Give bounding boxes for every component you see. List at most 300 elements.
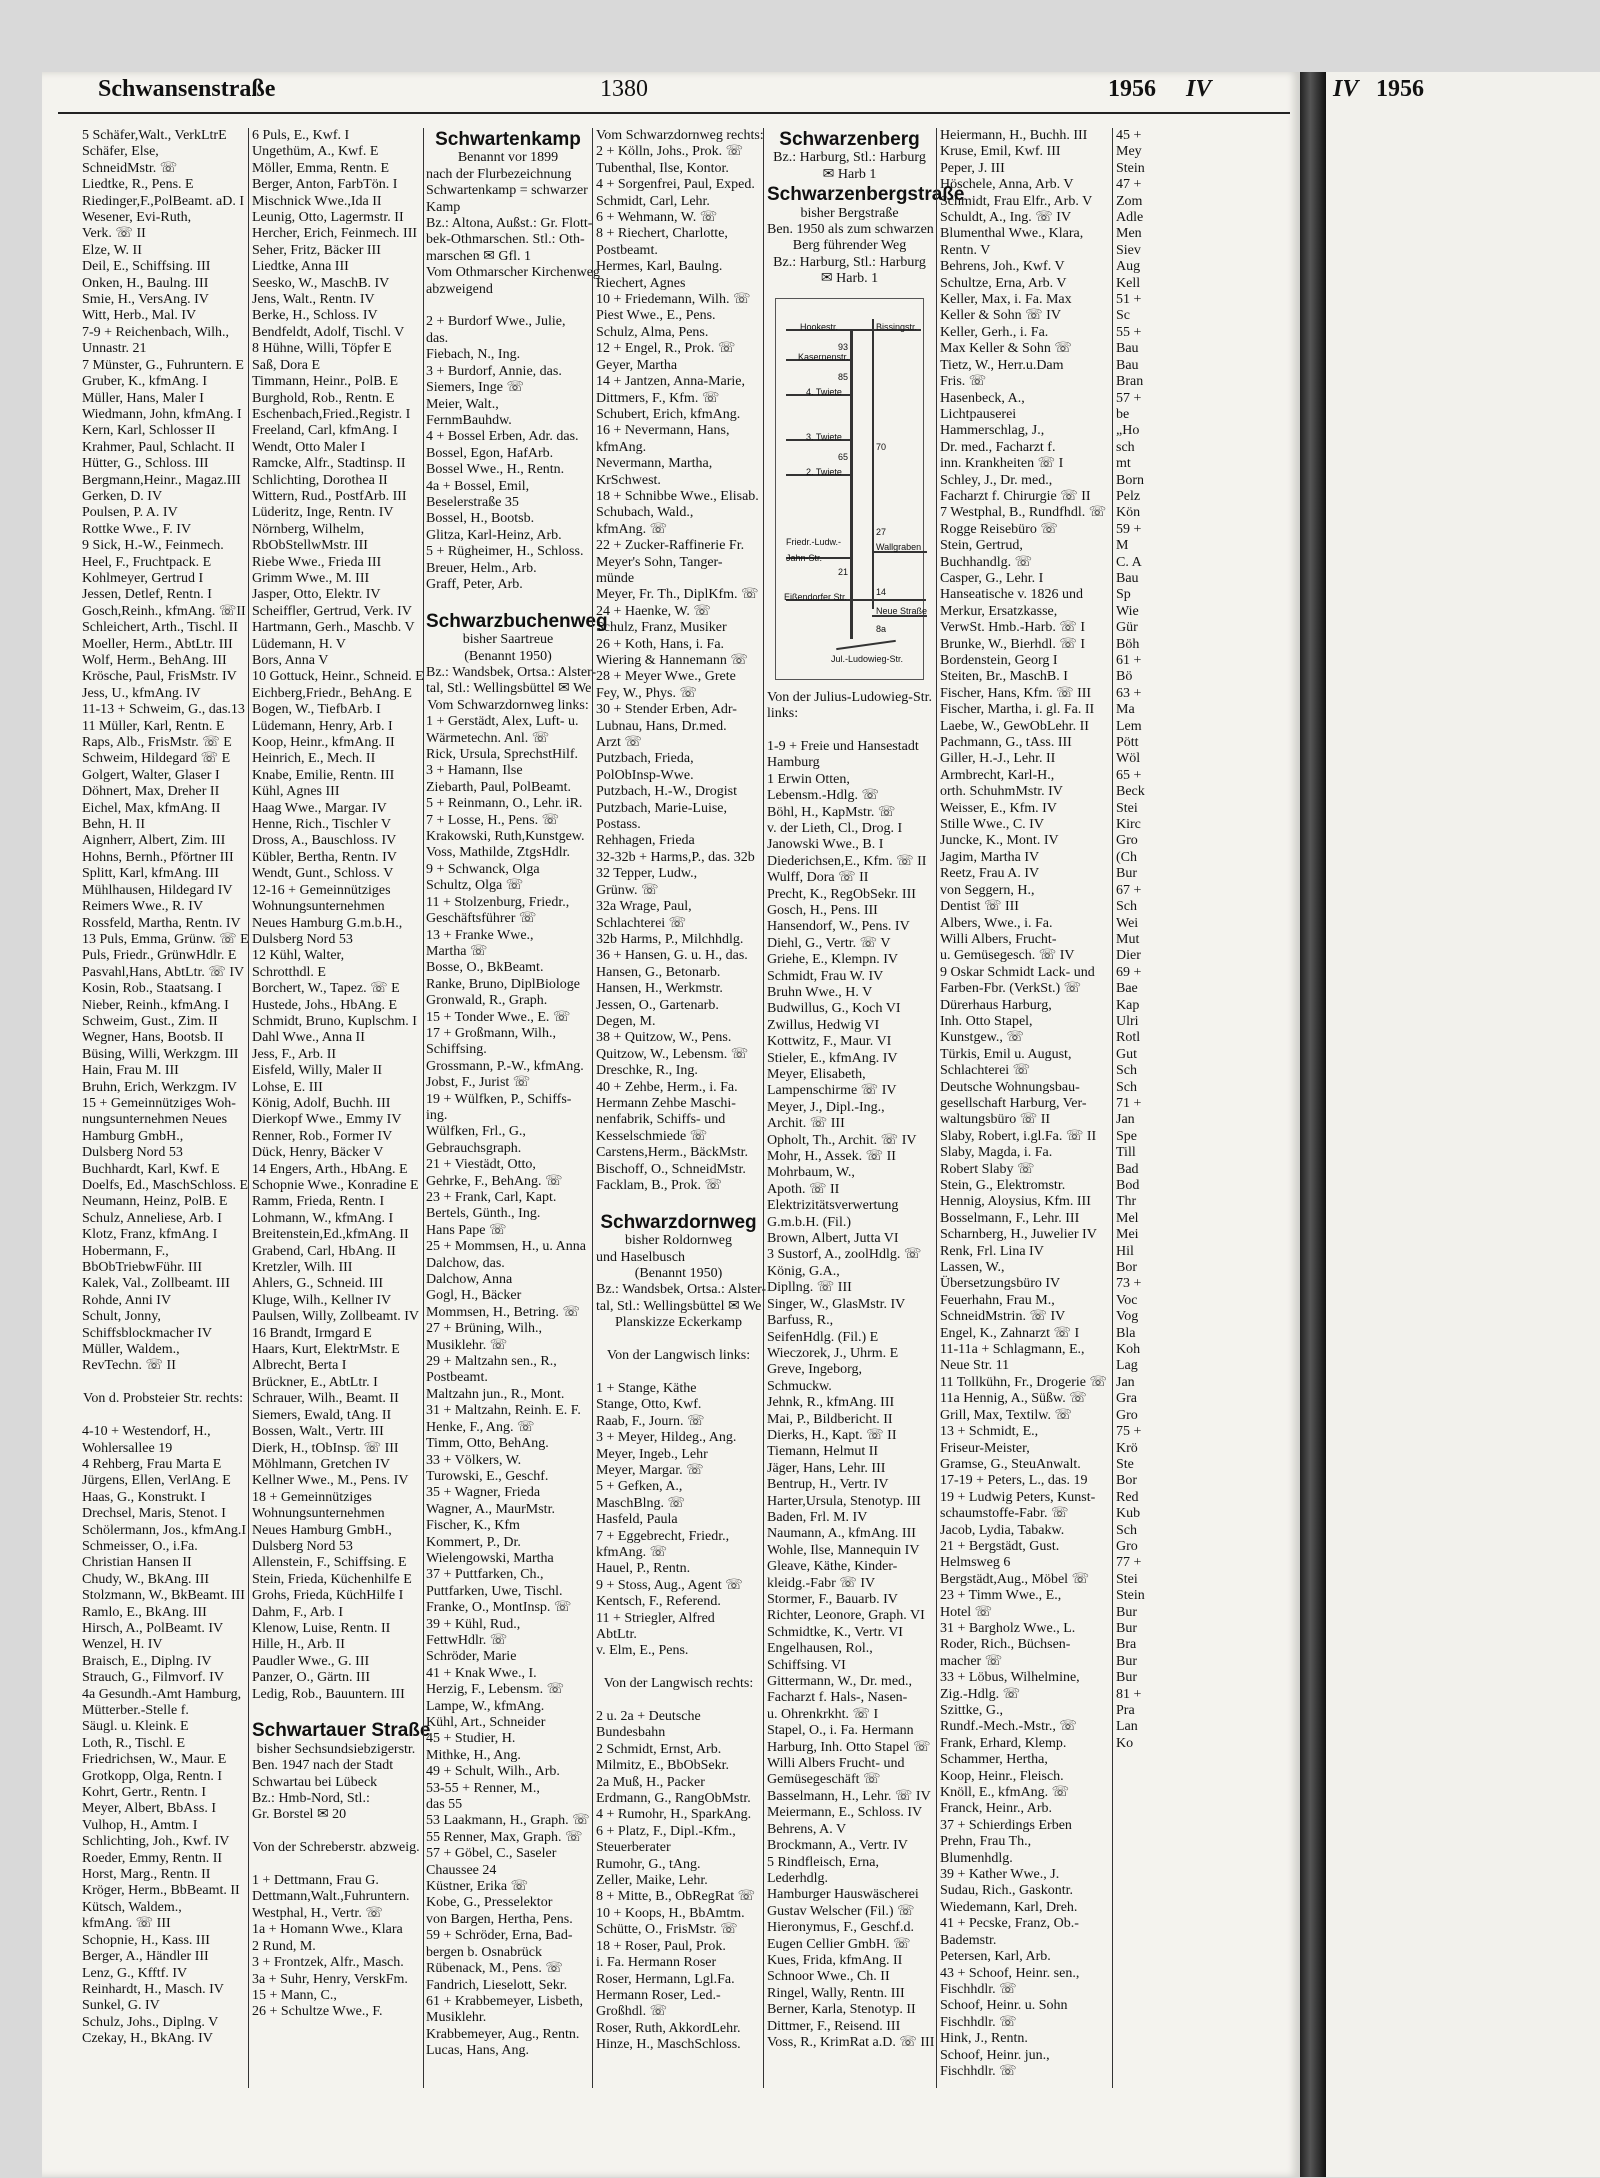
- directory-entry: Bergstädt,Aug., Möbel ☏: [940, 1571, 1090, 1587]
- directory-entry: Gra: [1116, 1391, 1137, 1407]
- directory-entry: Berger, Anton, FarbTön. I: [252, 177, 398, 193]
- directory-entry: Wolf, Herm., BehAng. III: [82, 653, 227, 668]
- directory-entry: Breitenstein,Ed.,kfmAng. II: [252, 1227, 409, 1243]
- street-note: Planskizze Eckerkamp: [614, 1315, 743, 1331]
- directory-entry: Postass.: [596, 817, 641, 833]
- directory-entry: Onken, H., Baulng. III: [82, 275, 209, 291]
- directory-entry: Nörnberg, Wilhelm,: [252, 521, 365, 537]
- directory-entry: 41 + Pecske, Franz, Ob.-: [940, 1916, 1079, 1932]
- street-title: Schwarzbuchenweg: [426, 610, 608, 632]
- directory-entry: Stormer, F., Bauarb. IV: [767, 1592, 898, 1607]
- directory-entry: Schmidtke, K., Vertr. VI: [767, 1624, 903, 1640]
- directory-entry: Mommsen, H., Betring. ☏: [426, 1304, 580, 1320]
- directory-entry: Sunkel, G. IV: [82, 1998, 160, 2014]
- directory-entry: Hansendorf, W., Pens. IV: [767, 919, 910, 935]
- directory-entry: Feuerhahn, Frau M.,: [940, 1292, 1055, 1308]
- directory-entry: Bosselmann, F., Lehr. III: [940, 1210, 1080, 1226]
- directory-entry: Haars, Kurt, ElektrMstr. E: [252, 1342, 400, 1358]
- directory-entry: Gustav Welscher (Fil.) ☏: [767, 1903, 915, 1919]
- directory-entry: Hil: [1116, 1243, 1134, 1259]
- directory-entry: 1 + Dettmann, Frau G.: [252, 1873, 379, 1889]
- directory-entry: M: [1116, 538, 1129, 554]
- column-separator: [423, 128, 424, 2088]
- directory-entry: Meyer, Ingeb., Lehr: [596, 1446, 708, 1462]
- directory-entry: 14 + Jantzen, Anna-Marie,: [596, 374, 746, 390]
- directory-entry: Naumann, A., kfmAng. III: [767, 1526, 916, 1542]
- directory-entry: Sp: [1116, 587, 1131, 603]
- map-label: 4. Twiete: [806, 386, 842, 397]
- directory-entry: Splitt, Karl, kfmAng. III: [82, 866, 219, 882]
- directory-entry: Säugl. u. Kleink. E: [82, 1719, 189, 1735]
- column-separator: [763, 128, 764, 2088]
- directory-entry: Höschele, Anna, Arb. V: [940, 177, 1074, 193]
- directory-entry: Inh. Otto Stapel,: [940, 1013, 1033, 1029]
- directory-entry: Quitzow, W., Lebensm. ☏: [596, 1046, 749, 1062]
- directory-entry: Rick, Ursula, SprechstHilf.: [426, 747, 579, 763]
- directory-entry: Wärmetechn. Anl. ☏: [426, 730, 550, 746]
- directory-entry: Chaussee 24: [426, 1862, 497, 1878]
- directory-entry: Dulsberg Nord 53: [252, 931, 353, 947]
- map-number: 65: [838, 451, 849, 462]
- directory-entry: Puttfarken, Uwe, Tischl.: [426, 1583, 563, 1599]
- directory-entry: Fischhdlr. ☏: [940, 2063, 1017, 2079]
- directory-entry: 3a + Suhr, Henry, VerskFm.: [252, 1971, 408, 1987]
- directory-entry: 32-32b + Harms,P., das. 32b: [596, 849, 755, 865]
- directory-entry: Poulsen, P. A. IV: [82, 505, 178, 521]
- directory-entry: Schröder, Marie: [426, 1649, 517, 1665]
- directory-entry: Milmitz, E., BbObSekr.: [596, 1758, 729, 1774]
- directory-entry: links:: [767, 706, 799, 722]
- directory-entry: Bau: [1116, 341, 1139, 357]
- directory-entry: Kottwitz, F., Maur. VI: [767, 1034, 892, 1050]
- directory-entry: Rentn. V: [940, 242, 991, 258]
- directory-entry: Fischhdlr. ☏: [940, 1981, 1017, 1997]
- directory-entry: Schammer, Hertha,: [940, 1752, 1048, 1768]
- directory-entry: Hercher, Erich, Feinmech. III: [252, 226, 418, 242]
- directory-entry: Dalchow, Anna: [426, 1272, 513, 1288]
- street-header: Schwansenstraße: [98, 76, 276, 102]
- directory-entry: Blumenhdlg.: [940, 1850, 1013, 1866]
- directory-entry: 10 + Friedemann, Wilh. ☏: [596, 292, 751, 308]
- directory-entry: Ben. 1947 nach der Stadt: [252, 1758, 394, 1774]
- directory-entry: Franck, Heinr., Arb.: [940, 1801, 1052, 1817]
- directory-entry: 59 +: [1116, 521, 1142, 537]
- directory-entry: 55 Renner, Max, Graph. ☏: [426, 1829, 583, 1845]
- directory-entry: Hieronymus, F., Geschf.d.: [767, 1920, 915, 1936]
- directory-entry: Lassen, W.,: [940, 1260, 1005, 1276]
- directory-entry: Hermes, Karl, Baulng.: [596, 259, 723, 275]
- directory-entry: Krö: [1116, 1440, 1138, 1456]
- directory-entry: Stapel, O., i. Fa. Hermann: [767, 1723, 914, 1739]
- directory-entry: Schubert, Erich, kfmAng.: [596, 406, 741, 422]
- directory-entry: Keller, Gerh., i. Fa.: [940, 324, 1049, 340]
- directory-entry: Mei: [1116, 1227, 1139, 1243]
- directory-entry: Burghold, Rob., Rentn. E: [252, 390, 395, 406]
- directory-entry: Hansen, H., Werkmstr.: [596, 981, 723, 997]
- directory-entry: Eugen Cellier GmbH. ☏: [767, 1936, 911, 1952]
- directory-entry: Lucas, Hans, Ang.: [426, 2043, 530, 2059]
- directory-entry: Schoof, Heinr. jun.,: [940, 2047, 1050, 2063]
- map-road: [850, 329, 853, 639]
- directory-entry: Sudau, Rich., Gaskontr.: [940, 1883, 1073, 1899]
- directory-entry: Diehl, G., Vertr. ☏ V: [767, 935, 891, 951]
- directory-entry: Riechert, Agnes: [596, 275, 686, 291]
- directory-entry: Gro: [1116, 1407, 1138, 1423]
- directory-entry: Ahlers, G., Schneid. III: [252, 1276, 384, 1292]
- directory-entry: Bordenstein, Georg I: [940, 653, 1058, 668]
- directory-entry: Hamburg: [767, 755, 820, 771]
- directory-entry: Lampenschirme ☏ IV: [767, 1083, 897, 1099]
- street-note: Von der Schreberstr. abzweig.: [252, 1840, 420, 1856]
- directory-entry: Gro: [1116, 1538, 1138, 1554]
- directory-entry: Diederichsen,E., Kfm. ☏ II: [767, 853, 927, 869]
- directory-entry: 10 + Koops, H., BbAmtm.: [596, 1905, 745, 1921]
- directory-entry: Piest Wwe., E., Pens.: [596, 308, 716, 324]
- directory-entry: Fischer, K., Kfm: [426, 1518, 520, 1534]
- directory-entry: Ledig, Rob., Bauuntern. III: [252, 1686, 405, 1702]
- map-label: Friedr.-Ludw.-Jahn-Str.: [786, 536, 842, 564]
- directory-entry: 32b Harms, P., Milchhdlg.: [596, 931, 744, 947]
- directory-entry: 7-9 + Reichenbach, Wilh.,: [82, 324, 230, 340]
- directory-entry: Dier: [1116, 948, 1141, 964]
- directory-entry: Schnoor Wwe., Ch. II: [767, 1969, 890, 1985]
- directory-entry: Musiklehr. ☏: [426, 1337, 508, 1353]
- directory-entry: u. Gemüsegesch. ☏ IV: [940, 948, 1075, 964]
- directory-entry: 57 + Göbel, C., Saseler: [426, 1846, 557, 1862]
- directory-entry: Bz.: Hmb-Nord, Stl.:: [252, 1791, 370, 1807]
- directory-entry: Gittermann, W., Dr. med.,: [767, 1674, 913, 1690]
- directory-entry: 5 + Reinmann, O., Lehr. iR.: [426, 796, 583, 812]
- directory-entry: 9 Sick, H.-W., Feinmech.: [82, 538, 224, 554]
- directory-entry: Lederhdlg.: [767, 1870, 829, 1886]
- directory-entry: 40 + Zehbe, Herm., i. Fa.: [596, 1079, 738, 1095]
- directory-entry: 36 + Hansen, G. u. H., das.: [596, 948, 748, 964]
- directory-entry: [596, 1364, 761, 1380]
- directory-entry: Tiemann, Helmut II: [767, 1444, 879, 1460]
- directory-entry: Mey: [1116, 144, 1142, 160]
- directory-entry: Ko: [1116, 1735, 1134, 1751]
- directory-entry: 55 +: [1116, 324, 1142, 340]
- directory-entry: 51 +: [1116, 292, 1142, 308]
- directory-entry: bek-Othmarschen. Stl.: Oth-: [426, 232, 585, 248]
- directory-entry: Dierks, H., Kapt. ☏ II: [767, 1427, 897, 1443]
- directory-entry: kfmAng. ☏ III: [82, 1916, 171, 1932]
- directory-entry: münde: [596, 570, 635, 586]
- directory-entry: Möller, Emma, Rentn. E: [252, 160, 390, 176]
- directory-entry: 33 + Löbus, Wilhelmine,: [940, 1670, 1080, 1686]
- directory-entry: Jessen, Detlef, Rentn. I: [82, 587, 212, 603]
- directory-entry: Bö: [1116, 669, 1133, 685]
- directory-entry: Schiffsing.: [426, 1042, 487, 1058]
- directory-entry: BbObTriebwFühr. III: [82, 1260, 203, 1276]
- map-label: Hookestr.: [800, 321, 839, 332]
- directory-entry: 7 Münster, G., Fuhruntern. E: [82, 357, 244, 373]
- directory-entry: Bogen, W., TiefbArb. I: [252, 702, 381, 718]
- directory-entry: Spe: [1116, 1128, 1137, 1144]
- directory-entry: Schmidt, Frau Elfr., Arb. V: [940, 193, 1093, 209]
- directory-entry: Pelz: [1116, 488, 1141, 504]
- directory-entry: Neues Hamburg G.m.b.H.,: [252, 915, 403, 931]
- directory-entry: Berger, A., Händler III: [82, 1949, 209, 1965]
- directory-entry: Behn, H. II: [82, 817, 145, 833]
- directory-entry: Schmidt, Carl, Lehr.: [596, 193, 710, 209]
- directory-entry: Casper, G., Lehr. I: [940, 570, 1044, 586]
- directory-entry: Rotl: [1116, 1030, 1141, 1046]
- directory-entry: Stange, Otto, Kwf.: [596, 1397, 702, 1413]
- directory-entry: 45 + Studier, H.: [426, 1731, 516, 1747]
- column-3: [426, 128, 608, 2178]
- directory-entry: Kön: [1116, 505, 1141, 521]
- directory-entry: 13 + Schmidt, E.,: [940, 1424, 1039, 1440]
- directory-entry: Degen, M.: [596, 1013, 656, 1029]
- directory-entry: Wieczorek, J., Uhrm. E: [767, 1345, 899, 1361]
- directory-entry: Dalchow, das.: [426, 1255, 505, 1271]
- directory-entry: [82, 1375, 244, 1391]
- directory-entry: Buchhandlg. ☏: [940, 554, 1033, 570]
- directory-entry: 5 Rindfleisch, Erna,: [767, 1854, 879, 1870]
- directory-entry: Kröger, Herm., BbBeamt. II: [82, 1883, 240, 1899]
- directory-entry: Mut: [1116, 931, 1140, 947]
- directory-entry: 49 + Schult, Wilh., Arb.: [426, 1764, 560, 1780]
- directory-entry: Opholt, Th., Archit. ☏ IV: [767, 1132, 917, 1148]
- directory-entry: Böhl, H., KapMstr. ☏: [767, 804, 896, 820]
- directory-entry: Fandrich, Lieselott, Sekr.: [426, 1977, 568, 1993]
- directory-entry: 31 + Maltzahn, Reinh. E. F.: [426, 1403, 581, 1419]
- directory-entry: Ziebarth, Paul, PolBeamt.: [426, 779, 572, 795]
- directory-entry: Bau: [1116, 357, 1139, 373]
- directory-entry: Vog: [1116, 1309, 1139, 1325]
- directory-entry: Dahm, F., Arb. I: [252, 1604, 344, 1620]
- directory-entry: 30 + Stender Erben, Adr-: [596, 702, 737, 718]
- directory-entry: Wulff, Dora ☏ II: [767, 870, 869, 886]
- directory-entry: Heel, F., Fruchtpack. E: [82, 554, 212, 570]
- directory-entry: Kühl, Agnes III: [252, 784, 340, 800]
- directory-entry: 33 + Völkers, W.: [426, 1452, 522, 1468]
- year-right: 1956: [1376, 76, 1424, 102]
- directory-entry: Ramm, Frieda, Rentn. I: [252, 1194, 385, 1210]
- directory-entry: ing.: [426, 1107, 448, 1123]
- directory-entry: Lichtpauserei: [940, 406, 1017, 422]
- directory-entry: Bertels, Günth., Ing.: [426, 1206, 541, 1222]
- directory-entry: Fris. ☏: [940, 374, 987, 390]
- directory-entry: abzweigend: [426, 281, 493, 297]
- directory-entry: Archit. ☏ III: [767, 1116, 845, 1132]
- directory-entry: Bra: [1116, 1637, 1137, 1653]
- directory-entry: Koh: [1116, 1342, 1141, 1358]
- directory-entry: 61 + Krabbemeyer, Lisbeth,: [426, 1993, 584, 2009]
- directory-entry: Stein, Gertrud,: [940, 538, 1023, 554]
- directory-entry: 5 Schäfer,Walt., VerkLtrE: [82, 128, 227, 143]
- directory-entry: Neue Str. 11: [940, 1358, 1010, 1374]
- directory-entry: Deutsche Wohnungsbau-: [940, 1079, 1080, 1095]
- directory-entry: Dittmers, F., Kfm. ☏: [596, 390, 720, 406]
- directory-entry: Bran: [1116, 374, 1144, 390]
- directory-entry: Bur: [1116, 1620, 1137, 1636]
- street-note: Vom Schwarzdornweg rechts:: [596, 128, 764, 143]
- directory-entry: Hink, J., Rentn.: [940, 2031, 1028, 2047]
- directory-entry: Roeder, Emmy, Rentn. II: [82, 1850, 223, 1866]
- directory-entry: nenfabrik, Schiffs- und: [596, 1112, 726, 1128]
- directory-entry: 1a + Homann Wwe., Klara: [252, 1922, 403, 1938]
- page-number: 1380: [600, 76, 648, 102]
- directory-entry: Grabend, Carl, HbAng. II: [252, 1243, 396, 1259]
- directory-entry: Beselerstraße 35: [426, 494, 519, 510]
- directory-entry: Lubnau, Hans, Dr.med.: [596, 718, 727, 734]
- directory-entry: Albers, Wwe., i. Fa.: [940, 915, 1053, 931]
- directory-entry: RbObStellwMstr. III: [252, 538, 368, 554]
- directory-entry: Siemers, Ewald, tAng. II: [252, 1407, 392, 1423]
- directory-entry: Robert Slaby ☏: [940, 1161, 1035, 1177]
- directory-entry: Kirc: [1116, 817, 1141, 833]
- directory-entry: Liedtke, Anna III: [252, 259, 349, 275]
- directory-entry: Precht, K., RegObSekr. III: [767, 886, 916, 902]
- directory-entry: Wesener, Evi-Ruth,: [82, 210, 192, 226]
- directory-entry: Schmidt, Frau W. IV: [767, 968, 884, 984]
- directory-entry: 2 + Burdorf Wwe., Julie,: [426, 314, 566, 330]
- directory-entry: 47 +: [1116, 177, 1142, 193]
- directory-entry: Grotkopp, Olga, Rentn. I: [82, 1768, 222, 1784]
- directory-entry: Kretzler, Wilh. III: [252, 1260, 353, 1276]
- directory-entry: 17-19 + Peters, L., das. 19: [940, 1473, 1088, 1489]
- directory-entry: Fischhdlr. ☏: [940, 2014, 1017, 2030]
- directory-entry: Rumohr, G., tAng.: [596, 1856, 701, 1872]
- directory-entry: Laebe, W., GewObLehr. II: [940, 718, 1089, 734]
- directory-entry: 4-10 + Westendorf, H.,: [82, 1424, 211, 1440]
- directory-entry: Bor: [1116, 1260, 1137, 1276]
- directory-entry: Brockmann, A., Vertr. IV: [767, 1838, 908, 1854]
- directory-entry: Weisser, E., Kfm. IV: [940, 800, 1057, 816]
- directory-entry: 6 + Platz, F., Dipl.-Kfm.,: [596, 1823, 736, 1839]
- directory-entry: Freeland, Carl, kfmAng. I: [252, 423, 398, 439]
- directory-entry: Scheiffler, Gertrud, Verk. IV: [252, 603, 412, 619]
- directory-entry: Westphal, H., Vertr. ☏: [252, 1905, 383, 1921]
- directory-entry: Liedtke, R., Pens. E: [82, 177, 194, 193]
- directory-entry: Roder, Rich., Büchsen-: [940, 1637, 1071, 1653]
- map-label: 3. Twiete: [806, 431, 842, 442]
- directory-entry: Keller, Max, i. Fa. Max: [940, 292, 1072, 308]
- directory-entry: Bosse, O., BkBeamt.: [426, 960, 544, 976]
- directory-entry: Nieber, Reinh., kfmAng. I: [82, 997, 229, 1013]
- map-road: [836, 639, 896, 649]
- directory-entry: 71 +: [1116, 1095, 1142, 1111]
- directory-entry: 4a Gesundh.-Amt Hamburg,: [82, 1686, 242, 1702]
- directory-entry: Engelhausen, Rol.,: [767, 1641, 873, 1657]
- street-note: Berg führender Weg: [792, 238, 907, 254]
- directory-entry: Doelfs, Ed., MaschSchloss. E: [82, 1178, 249, 1193]
- directory-entry: 19 + Ludwig Peters, Kunst-: [940, 1489, 1096, 1505]
- directory-entry: 59 + Schröder, Erna, Bad-: [426, 1928, 573, 1944]
- directory-entry: Frank, Erhard, Klemp.: [940, 1735, 1067, 1751]
- directory-entry: Wiedmann, John, kfmAng. I: [82, 406, 242, 422]
- directory-entry: Roser, Ruth, AkkordLehr.: [596, 2020, 741, 2036]
- directory-entry: 41 + Knak Wwe., I.: [426, 1665, 537, 1681]
- directory-entry: FernmBauhdw.: [426, 412, 512, 428]
- directory-entry: Gehrke, F., BehAng. ☏: [426, 1173, 563, 1189]
- directory-entry: Peper, J. III: [940, 160, 1005, 176]
- street-note: ✉ Harb 1: [822, 166, 877, 182]
- directory-entry: Kap: [1116, 997, 1140, 1013]
- directory-entry: SeifenHdlg. (Fil.) E: [767, 1329, 879, 1345]
- directory-entry: 67 +: [1116, 882, 1142, 898]
- directory-entry: Schwartenkamp = schwarzer: [426, 183, 588, 199]
- directory-entry: Mohr, H., Assek. ☏ II: [767, 1149, 896, 1165]
- directory-entry: Jens, Walt., Rentn. IV: [252, 292, 375, 308]
- directory-entry: Dreschke, R., Ing.: [596, 1063, 698, 1079]
- directory-entry: Eichberg,Friedr., BehAng. E: [252, 685, 412, 701]
- directory-entry: Wohle, Ilse, Mannequin IV: [767, 1542, 920, 1558]
- directory-entry: Meyer, Fr. Th., DiplKfm. ☏: [596, 587, 759, 603]
- directory-entry: Dierkopf Wwe., Emmy IV: [252, 1112, 402, 1128]
- directory-entry: Lebensm.-Hdlg. ☏: [767, 788, 879, 804]
- directory-entry: Rübenack, M., Pens. ☏: [426, 1961, 563, 1977]
- directory-entry: Hinze, H., MaschSchloss.: [596, 2037, 741, 2053]
- directory-entry: Zig.-Hdlg. ☏: [940, 1686, 1021, 1702]
- directory-entry: Schäfer, Else,: [82, 144, 159, 160]
- directory-entry: Musiklehr.: [426, 2010, 487, 2026]
- directory-entry: Jagim, Martha IV: [940, 849, 1040, 865]
- directory-entry: Riedinger,F.,PolBeamt. aD. I: [82, 193, 245, 209]
- directory-entry: 15 + Gemeinnütziges Woh-: [82, 1095, 236, 1111]
- directory-entry: 9 + Stoss, Aug., Agent ☏: [596, 1577, 743, 1593]
- directory-entry: Vulhop, H., Amtm. I: [82, 1817, 198, 1833]
- directory-entry: Beck: [1116, 784, 1145, 800]
- directory-entry: Hansen, G., Betonarb.: [596, 964, 721, 980]
- directory-entry: Renk, Frl. Lina IV: [940, 1243, 1044, 1259]
- directory-entry: Kommert, P., Dr.: [426, 1534, 521, 1550]
- directory-entry: Dück, Henry, Bäcker V: [252, 1145, 384, 1161]
- directory-entry: 11 Müller, Karl, Rentn. E: [82, 718, 225, 734]
- directory-entry: Buchhardt, Karl, Kwf. E: [82, 1161, 220, 1177]
- directory-entry: Fischer, Martha, i. gl. Fa. II: [940, 702, 1095, 718]
- directory-entry: Jürgens, Ellen, VerlAng. E: [82, 1473, 231, 1489]
- directory-entry: Knöll, E., kfmAng. ☏: [940, 1785, 1070, 1801]
- directory-entry: 2a Muß, H., Packer: [596, 1774, 705, 1790]
- directory-entry: Brunke, W., Bierhdl. ☏ I: [940, 636, 1086, 652]
- directory-entry: Schult, Jonny,: [82, 1309, 161, 1325]
- directory-entry: Max Keller & Sohn ☏: [940, 341, 1072, 357]
- directory-entry: 31 + Bargholz Wwe., L.: [940, 1620, 1076, 1636]
- directory-entry: Neumann, Heinz, PolB. E: [82, 1194, 228, 1210]
- directory-entry: Schlachterei ☏: [940, 1063, 1031, 1079]
- directory-entry: Armbrecht, Karl-H.,: [940, 767, 1055, 783]
- directory-entry: Wegner, Hans, Bootsb. II: [82, 1030, 224, 1046]
- directory-entry: Gogl, H., Bäcker: [426, 1288, 522, 1304]
- directory-entry: Bademstr.: [940, 1932, 997, 1948]
- directory-entry: 15 + Mann, C.,: [252, 1987, 337, 2003]
- directory-entry: C. A: [1116, 554, 1142, 570]
- directory-entry: Raps, Alb., FrisMstr. ☏ E: [82, 735, 232, 751]
- directory-entry: Geschäftsführer ☏: [426, 911, 537, 927]
- directory-entry: bergen b. Osnabrück: [426, 1944, 542, 1960]
- directory-entry: Sc: [1116, 308, 1130, 324]
- map-number: 70: [876, 441, 887, 452]
- directory-entry: Bischoff, O., SchneidMstr.: [596, 1161, 746, 1177]
- directory-entry: Voc: [1116, 1292, 1138, 1308]
- directory-entry: 7 + Losse, H., Pens. ☏: [426, 812, 560, 828]
- directory-entry: Haas, G., Konstrukt. I: [82, 1489, 206, 1505]
- directory-entry: Mai, P., Bildbericht. II: [767, 1411, 893, 1427]
- directory-entry: Kern, Karl, Schlosser II: [82, 423, 216, 439]
- directory-entry: Schultz, Olga ☏: [426, 878, 524, 894]
- directory-entry: macher ☏: [940, 1653, 1003, 1669]
- directory-entry: [426, 593, 590, 609]
- directory-entry: Gr. Borstel ✉ 20: [252, 1807, 347, 1823]
- directory-entry: Schuldt, A., Ing. ☏ IV: [940, 210, 1072, 226]
- column-2: [252, 128, 431, 2178]
- directory-entry: Golgert, Walter, Glaser I: [82, 767, 220, 783]
- directory-entry: [596, 1194, 761, 1210]
- directory-entry: Kues, Frida, kfmAng. II: [767, 1952, 903, 1968]
